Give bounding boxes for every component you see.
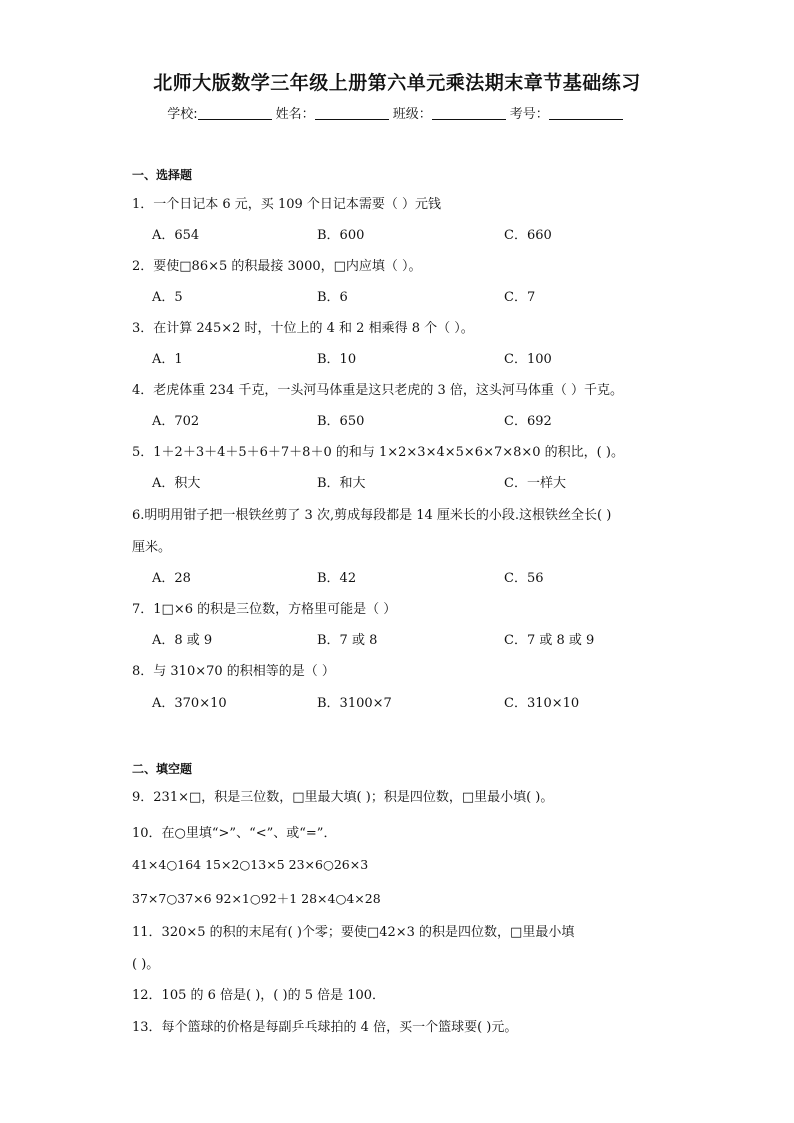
option-b: B．10 <box>317 352 357 367</box>
option-c: C．一样大 <box>504 476 566 491</box>
question-10: 10．在○里填“>”、“<”、或“=”． <box>132 826 337 841</box>
question-11-continuation: ( )。 <box>132 957 160 972</box>
option-b: B．42 <box>317 571 357 586</box>
number-blank[interactable] <box>549 106 623 120</box>
question-2: 2．要使□86×5 的积最接 3000，□内应填（ ）。 <box>132 259 422 274</box>
section-heading-choice: 一、选择题 <box>132 168 193 182</box>
question-2-options <box>152 286 712 304</box>
option-a: A．1 <box>152 352 183 367</box>
option-c: C．56 <box>504 571 544 586</box>
school-label: 学校: <box>167 107 198 122</box>
option-a: A．370×10 <box>152 696 227 711</box>
name-label: 姓名： <box>275 107 315 122</box>
question-5-options <box>152 472 712 490</box>
question-4: 4．老虎体重 234 千克，一头河马体重是这只老虎的 3 倍，这头河马体重（ ）千克。 <box>132 383 624 398</box>
question-5: 5．1＋2＋3＋4＋5＋6＋7＋8＋0 的和与 1×2×3×4×5×6×7×8×0 的积比，( )。 <box>132 445 624 460</box>
class-label: 班级： <box>392 107 432 122</box>
option-b: B．650 <box>317 414 365 429</box>
option-b: B．和大 <box>317 476 366 491</box>
school-blank[interactable] <box>198 106 272 120</box>
option-c: C．7 或 8 或 9 <box>504 633 595 648</box>
name-blank[interactable] <box>315 106 389 120</box>
option-b: B．6 <box>317 290 348 305</box>
question-8-options <box>152 692 712 710</box>
option-c: C．660 <box>504 228 552 243</box>
question-6-continuation: 厘米。 <box>132 540 172 555</box>
option-a: A．654 <box>152 228 200 243</box>
question-1: 1．一个日记本 6 元，买 109 个日记本需要（ ）元钱 <box>132 197 442 212</box>
question-6: 6.明明用钳子把一根铁丝剪了 3 次,剪成每段都是 14 厘米长的小段.这根铁丝全长( ) <box>132 508 612 523</box>
option-c: C．100 <box>504 352 552 367</box>
question-6-options <box>152 567 712 585</box>
question-1-options <box>152 224 712 242</box>
option-b: B．600 <box>317 228 365 243</box>
number-label: 考号： <box>509 107 549 122</box>
option-a: A．8 或 9 <box>152 633 213 648</box>
option-c: C．692 <box>504 414 552 429</box>
question-13: 13．每个篮球的价格是每副乒乓球拍的 4 倍，买一个篮球要( )元。 <box>132 1020 518 1035</box>
question-12: 12．105 的 6 倍是( )，( )的 5 倍是 100． <box>132 988 386 1003</box>
question-7: 7．1□×6 的积是三位数，方格里可能是（ ） <box>132 602 397 617</box>
option-a: A．702 <box>152 414 200 429</box>
student-info-line <box>0 103 794 122</box>
question-3: 3．在计算 245×2 时，十位上的 4 和 2 相乘得 8 个（ ）。 <box>132 321 474 336</box>
option-b: B．7 或 8 <box>317 633 378 648</box>
page-title: 北师大版数学三年级上册第六单元乘法期末章节基础练习 <box>153 72 641 94</box>
option-a: A．28 <box>152 571 191 586</box>
question-10-row-1: 41×4○164 15×2○13×5 23×6○26×3 <box>132 857 369 872</box>
class-blank[interactable] <box>432 106 506 120</box>
question-9: 9．231×□，积是三位数，□里最大填( )；积是四位数，□里最小填( )。 <box>132 790 554 805</box>
question-4-options <box>152 410 712 428</box>
option-c: C．310×10 <box>504 696 580 711</box>
option-a: A．积大 <box>152 476 201 491</box>
question-11: 11．320×5 的积的末尾有( )个零；要使□42×3 的积是四位数，□里最小填 <box>132 925 575 940</box>
question-7-options <box>152 629 712 647</box>
option-b: B．3100×7 <box>317 696 392 711</box>
section-heading-fill: 二、填空题 <box>132 762 193 776</box>
option-c: C．7 <box>504 290 536 305</box>
question-10-row-2: 37×7○37×6 92×1○92＋1 28×4○4×28 <box>132 891 381 906</box>
question-8: 8．与 310×70 的积相等的是（ ） <box>132 664 335 679</box>
option-a: A．5 <box>152 290 183 305</box>
question-3-options <box>152 348 712 366</box>
